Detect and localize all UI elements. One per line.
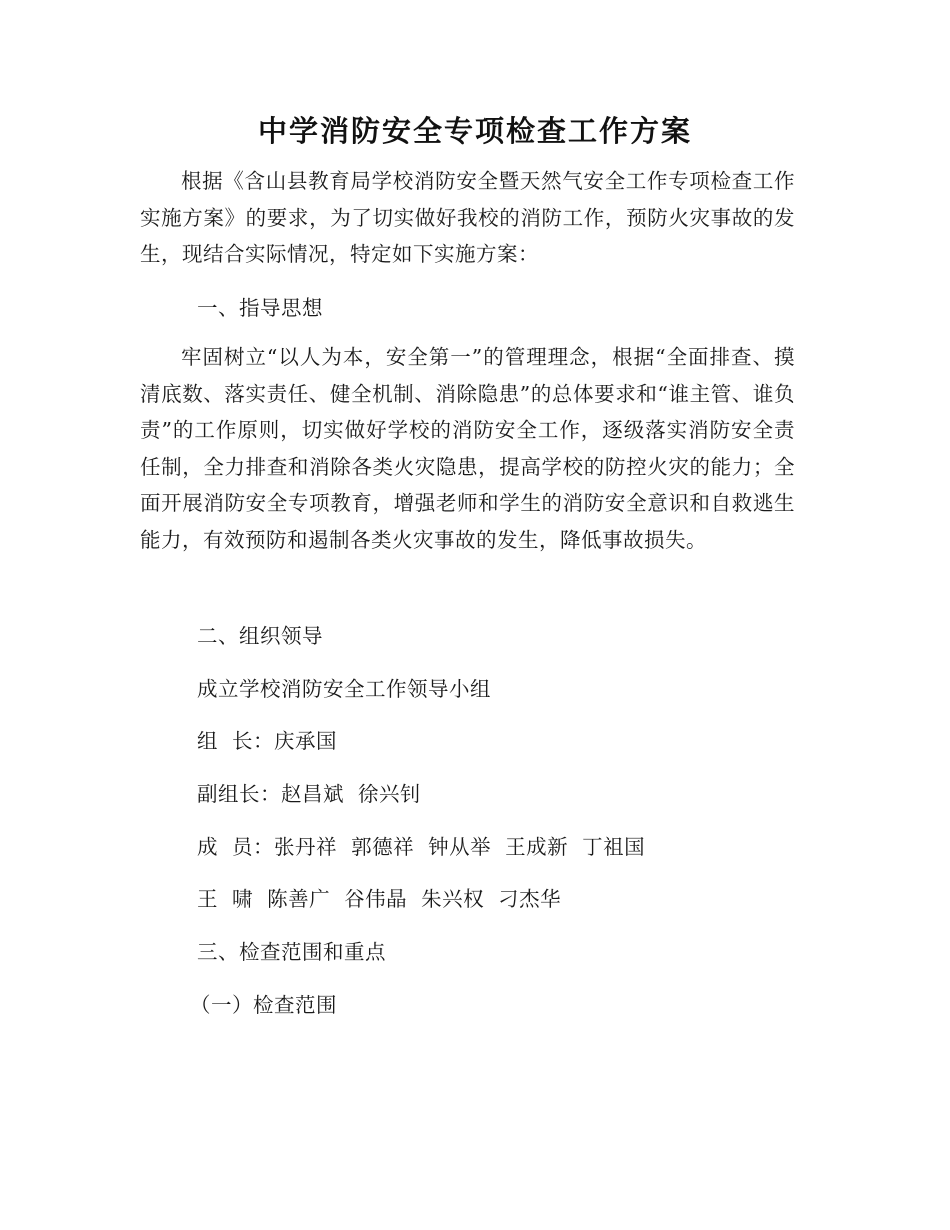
members-line-1: 成 员：张丹祥 郭德祥 钟从举 王成新 丁祖国 [197, 835, 646, 859]
document-title: 中学消防安全专项检查工作方案 [257, 114, 692, 148]
deputy-leader-line: 副组长：赵昌斌 徐兴钊 [197, 782, 422, 806]
section-heading-organization: 二、组织领导 [197, 624, 323, 648]
guiding-ideology-paragraph: 牢固树立“以人为本，安全第一”的管理理念，根据“全面排查、摸清底数、落实责任、健全机制、消除隐患”的总体要求和“谁主管、谁负责”的工作原则，切实做好学校的消防安全工作，逐级落实消防安全责任制，全力排查和消除各类火灾隐患，提高学校的防控火灾的能力；全面开展消防安全专项教育，增强老师和学生的消防安全意识和自救逃生能力，有效预防和遏制各类火灾事故的发生，降低事故损失。 [140, 345, 795, 552]
subsection-heading-inspection-scope: （一）检查范围 [190, 993, 337, 1017]
section-heading-guiding-ideology: 一、指导思想 [197, 296, 323, 320]
section-heading-inspection-scope: 三、检查范围和重点 [197, 940, 386, 964]
group-leader-line: 组 长：庆承国 [197, 729, 338, 753]
leadership-group-intro: 成立学校消防安全工作领导小组 [197, 677, 491, 701]
intro-paragraph: 根据《含山县教育局学校消防安全暨天然气安全工作专项检查工作实施方案》的要求，为了切实做好我校的消防工作，预防火灾事故的发生，现结合实际情况，特定如下实施方案： [140, 169, 795, 266]
members-line-2: 王 啸 陈善广 谷伟晶 朱兴权 刁杰华 [197, 887, 562, 911]
